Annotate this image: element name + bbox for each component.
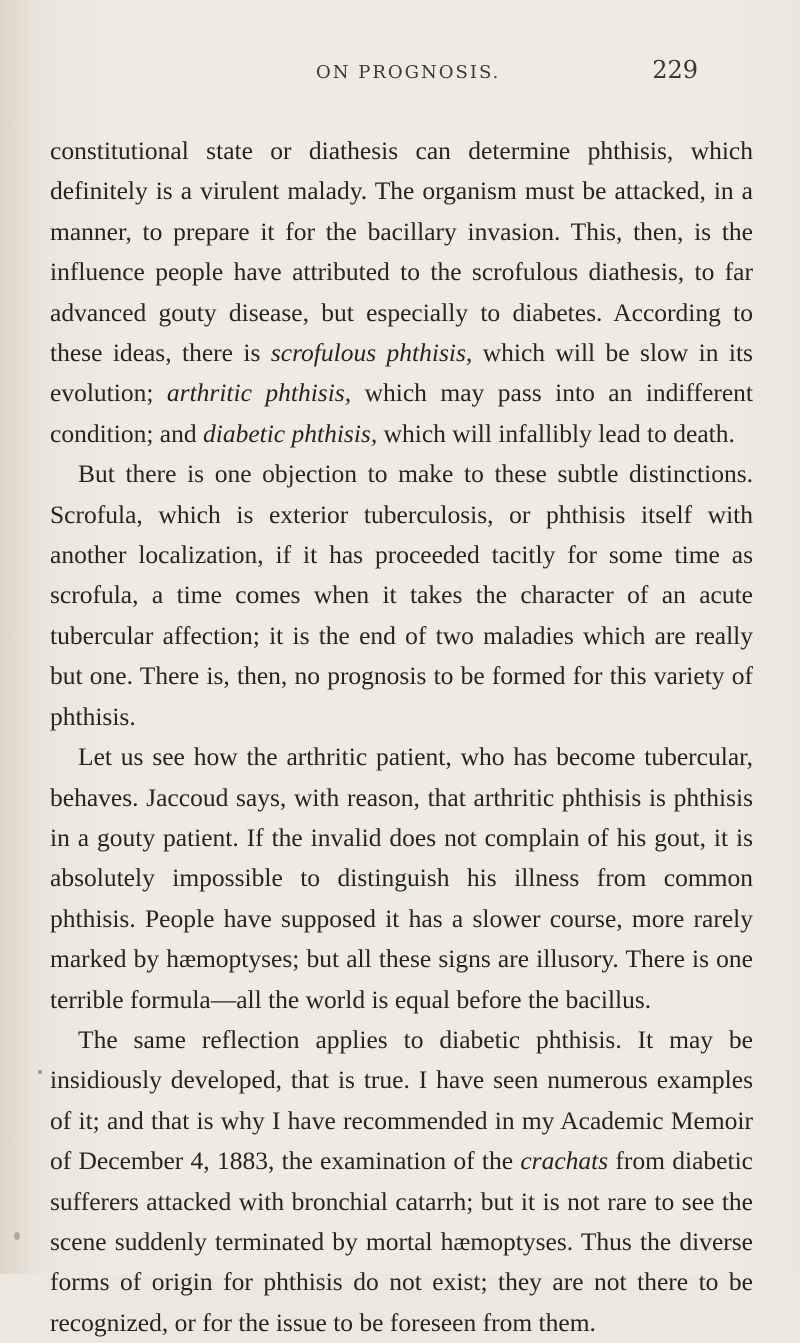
text-run: which will be slow in its evolution; (50, 338, 753, 408)
paper-blemish (14, 1232, 20, 1240)
text-run: But there is one objection to make to these subtle distinctions. Scrofula, which is exterior tuberculosis, or phthisis itself with another localization, if it has proceeded tacitly for some time as scrofula, a time comes when it takes the character of an acute tubercular affection; it is the end of two maladies which are really but one. There is, then, no prognosis to be formed for this variety of phthisis. (50, 459, 753, 731)
paragraph-1 (50, 131, 753, 454)
running-title: ON PROGNOSIS. (316, 62, 501, 83)
text-run: constitutional state or diathesis can determine phthisis, which definitely is a virulent malady. The organism must be attacked, in a manner, to prepare it for the bacillary invasion. This, then, is the influence people have attributed to the scrofulous diathesis, to far advanced gouty disease, but especially to diabetes. According to these ideas, there is (50, 136, 753, 368)
italic-term-arthritic-phthisis: arthritic phthisis, (166, 378, 352, 408)
paragraph-3 (50, 737, 753, 1020)
text-run: The same reflection applies to diabetic phthisis. It may be insidiously developed, that is true. I have seen numerous examples of it; and that is why I have recommended in my Academic Memoir of December 4, 1883, the examination of the (50, 1024, 753, 1176)
italic-term-scrofulous-phthisis: scrofulous phthisis, (270, 338, 473, 368)
text-run: from diabetic sufferers attacked with bronchial catarrh; but it is not rare to see the scene suddenly terminated by mortal hæmoptyses. Thus the diverse forms of origin for phthisis do not exist; they are not there to be recognized, or for the issue to be foreseen from them. (50, 1146, 753, 1337)
paper-blemish (38, 1070, 42, 1074)
paragraph-2 (50, 454, 753, 737)
italic-term-crachats: crachats (520, 1146, 609, 1176)
text-run: Let us see how the arthritic patient, who has become tubercular, behaves. Jaccoud says, with reason, that arthritic phthisis is phthisis in a gouty patient. If the invalid does not complain of his gout, it is absolutely impossible to distinguish his illness from common phthisis. People have supposed it has a slower course, more rarely marked by hæmoptyses; but all these signs are illusory. There is one terrible formula—all the world is equal before the bacillus. (50, 742, 753, 1014)
running-head (0, 56, 800, 94)
text-run: which may pass into an indifferent condition; and (50, 378, 753, 448)
paragraph-4 (50, 1020, 753, 1343)
page-number: 229 (652, 56, 698, 84)
text-run: which will infallibly lead to death. (377, 418, 735, 448)
italic-term-diabetic-phthisis: diabetic phthisis, (202, 418, 378, 448)
body-text (50, 131, 753, 1343)
